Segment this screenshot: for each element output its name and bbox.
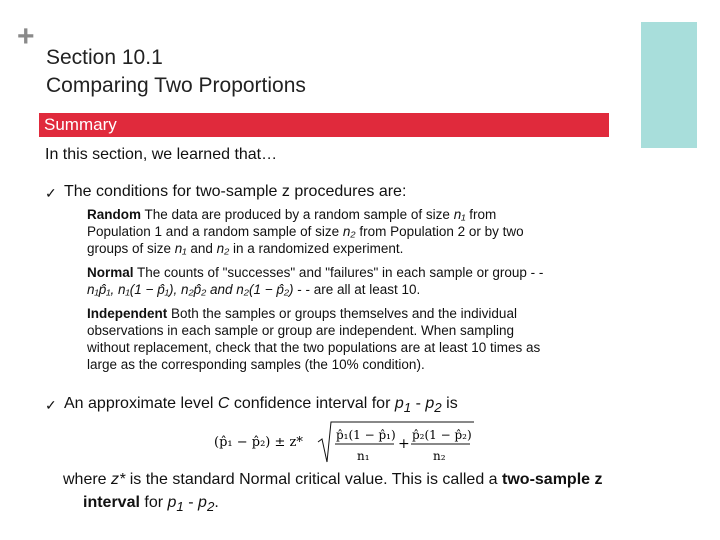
formula-plus: + [398,436,410,452]
condition-normal: Normal The counts of "successes" and "failures" in each sample or group - - n₁p̂₁, n₁(1 − p̂₁), n₂p̂₂ and n₂(1 − p̂₂) - - are all at least 10. [87,265,544,297]
summary-heading: Summary [39,113,609,137]
title-line-1: Section 10.1 [46,46,163,69]
formula-den1: n₁ [357,449,370,463]
independent-label: Independent [87,306,168,321]
check-icon: ✓ [45,397,57,413]
confidence-interval-formula [214,418,474,466]
condition-random: Random The data are produced by a random sample of size n₁ from Population 1 and a random sample of size n₂ from Population 2 or by two groups of size n₁ and n₂ in a randomized experiment. [87,207,524,256]
page-title [46,44,306,100]
condition-independent: Independent Both the samples or groups themselves and the individual observations in each sample or group are independent. When sampling without replacement, check that the two populations are at least 10 times as large as the corresponding samples (the 10% condition). [87,306,541,372]
closing-text: where z* is the standard Normal critical value. This is called a two-sample z interval for $p_1 - p_2$. [63,471,603,515]
intro-text: In this section, we learned that… [45,146,278,163]
bullet-confidence-interval: An approximate level C confidence interval for $p_1 - p_2$ is [64,395,458,416]
check-icon: ✓ [45,185,57,201]
formula-lhs: (p̂₁ − p̂₂) ± z* [214,435,303,450]
normal-label: Normal [87,265,134,280]
accent-block [641,22,697,148]
random-label: Random [87,207,141,222]
formula-num2: p̂₂(1 − p̂₂) [412,428,472,442]
bullet-conditions: The conditions for two-sample z procedures are: [64,183,407,200]
formula-num1: p̂₁(1 − p̂₁) [336,428,396,442]
title-line-2: Comparing Two Proportions [46,74,306,97]
plus-icon: + [17,20,35,53]
formula-den2: n₂ [433,449,446,463]
